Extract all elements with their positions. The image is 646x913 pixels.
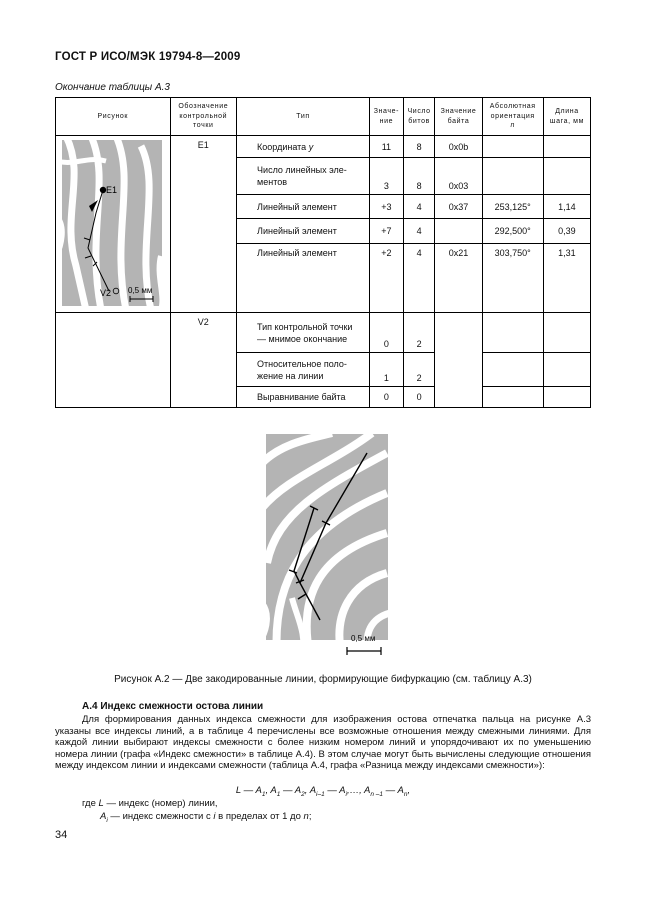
- value-cell: +7: [370, 219, 404, 243]
- section-title: А.4 Индекс смежности остова линии: [82, 701, 264, 712]
- col-point-code: Обозначение контрольной точки: [170, 98, 236, 136]
- type-cell: [237, 353, 370, 387]
- section-paragraph: Для формирования данных индекса смежности для изображения остова отпечатка пальца на рисунке А.3 указаны все индексы линий, а в таблице 4 перечислены все возможные отношения между смежными линиями. Для каждой линии выбирают индексы смежности с более низким номером линий и упорядочивают их по уменьшению номера линии (графа «Индекс смежности» в таблице А.4). В этом случае могут быть вычислены следующие отношения между индексом линии и индексами смежности (таблица А.4, графа «Разница между индексами смежности»):: [55, 714, 591, 772]
- step-cell: [543, 313, 590, 353]
- type-cell: Линейный элемент: [237, 243, 370, 312]
- bits-cell: 2: [403, 313, 435, 353]
- byte-cell: 0x0b: [435, 136, 482, 158]
- bits-cell: 4: [403, 194, 435, 218]
- type-cell: Линейный элемент: [237, 194, 370, 218]
- value-cell: 3: [370, 158, 404, 195]
- orientation-cell: [482, 387, 543, 408]
- bits-cell: 2: [403, 353, 435, 387]
- col-abs-orientation-symbol: n: [510, 122, 515, 130]
- col-byte-value: Значение байта: [435, 98, 482, 136]
- figure-caption: Рисунок А.2 — Две закодированные линии, формирующие бифуркацию (см. таблицу А.3): [114, 674, 532, 685]
- step-cell: 1,31: [543, 243, 590, 312]
- type-cell: Линейный элемент: [237, 219, 370, 243]
- definition-l: где L — индекс (номер) линии,: [82, 798, 218, 809]
- orientation-cell: 292,500°: [482, 219, 543, 243]
- value-cell: 1: [370, 353, 404, 387]
- orientation-cell: 253,125°: [482, 194, 543, 218]
- step-cell: 1,14: [543, 194, 590, 218]
- type-line2: — мнимое окончание: [257, 333, 348, 344]
- figure-scale-label: 0,5 мм: [351, 634, 376, 643]
- scale-label-small: 0,5 мм: [128, 286, 153, 295]
- byte-cell: [435, 313, 482, 408]
- document-header: ГОСТ Р ИСО/МЭК 19794-8—2009: [55, 51, 241, 63]
- table-caption: Окончание таблицы А.3: [55, 82, 170, 93]
- orientation-cell: [482, 158, 543, 195]
- step-cell: [543, 136, 590, 158]
- value-cell: 11: [370, 136, 404, 158]
- definition-a: $A_i$ — индекс смежности с i в пределах от 1 до n;: [100, 811, 312, 824]
- type-cell: Выравнивание байта: [237, 387, 370, 408]
- type-coordinate: Координата: [257, 141, 309, 152]
- table-header-row: [56, 98, 591, 136]
- orientation-cell: 303,750°: [482, 243, 543, 312]
- type-line1: Число линейных эле-: [257, 165, 347, 176]
- bits-cell: 4: [403, 243, 435, 312]
- byte-cell: [435, 219, 482, 243]
- col-bits: Число битов: [403, 98, 435, 136]
- col-step-length: Длина шага, мм: [543, 98, 590, 136]
- bits-cell: 8: [403, 136, 435, 158]
- byte-cell: 0x37: [435, 194, 482, 218]
- empty-picture-cell: [56, 313, 171, 408]
- type-line1: Тип контрольной точки: [257, 321, 353, 332]
- type-coordinate-var: y: [308, 141, 314, 152]
- fingerprint-thumbnail: [56, 136, 168, 310]
- bits-cell: 4: [403, 219, 435, 243]
- table-a3: [55, 97, 591, 408]
- byte-cell: 0x03: [435, 158, 482, 195]
- value-cell: +3: [370, 194, 404, 218]
- col-abs-orientation: [482, 98, 543, 136]
- type-line1: Относительное поло-: [257, 358, 347, 369]
- point-code-e1: E1: [170, 136, 236, 313]
- bits-cell: 8: [403, 158, 435, 195]
- figure-a2: [262, 433, 390, 657]
- label-e1: E1: [106, 185, 118, 195]
- col-value: Значе- ние: [370, 98, 404, 136]
- col-abs-orientation-text: Абсолютная ориентация: [489, 103, 536, 120]
- type-cell: [237, 313, 370, 353]
- page-number: 34: [55, 829, 68, 841]
- byte-cell: 0x21: [435, 243, 482, 312]
- type-line2: жение на линии: [257, 370, 324, 381]
- orientation-cell: [482, 313, 543, 353]
- step-cell: [543, 158, 590, 195]
- bits-cell: 0: [403, 387, 435, 408]
- orientation-cell: [482, 353, 543, 387]
- step-cell: 0,39: [543, 219, 590, 243]
- value-cell: +2: [370, 243, 404, 312]
- table-row: [56, 136, 591, 158]
- point-code-v2: V2: [170, 313, 236, 408]
- value-cell: 0: [370, 387, 404, 408]
- formula: L — $A_1$, $A_1$ — $A_2$, $A_{i-1}$ — $A_i,\dots$, $A_{n -1}$ — $A_n$,: [235, 785, 411, 798]
- step-cell: [543, 387, 590, 408]
- fingerprint-thumbnail-cell: [56, 136, 171, 313]
- type-cell: [237, 136, 370, 158]
- col-type: Тип: [237, 98, 370, 136]
- type-line2: ментов: [257, 177, 288, 188]
- label-v2: V2: [100, 288, 112, 298]
- type-cell: [237, 158, 370, 195]
- col-picture: Рисунок: [56, 98, 171, 136]
- step-cell: [543, 353, 590, 387]
- table-row: [56, 313, 591, 353]
- value-cell: 0: [370, 313, 404, 353]
- orientation-cell: [482, 136, 543, 158]
